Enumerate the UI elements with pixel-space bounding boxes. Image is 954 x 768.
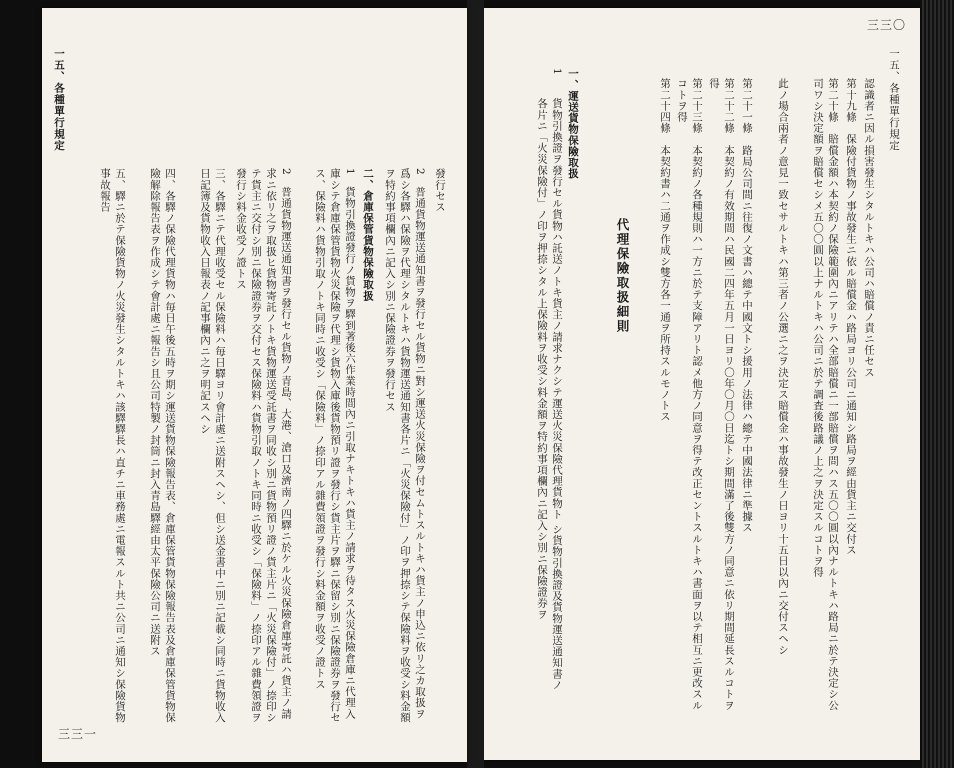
paragraph: 第二十四條 本契約書ハ二通ヲ作成シ雙方各一通ヲ所持スルモノトス	[659, 78, 671, 423]
section-title: 代理保險取扱細則	[615, 218, 630, 334]
paragraph: 第二十條 賠償金額ハ本契約ノ保險範圍內ニアリテハ全部賠償ニ一部賠償ヲ問ハス五〇〇圓以內ナルトキハ路局ニ於テ決定シ公司ワシ決定額ヲ賠償セシメ五〇〇圓以上ナルトキハ公司ニ於テ調査後路議ノ上之ヲ決定スルコトヲ得	[812, 78, 839, 711]
right-page	[484, 8, 920, 760]
paragraph: 貨物引換證ヲ發行セル貨物ハ託送ノトキ貨主ノ請求ナクシテ運送火災保險代理貨物ト シ貨物引換證及貨物運送通知書ノ各片ニ「火災保險付」ノ印ヲ押捺シタル上保險料ヲ收受シ料金額ヲ特約事項欄內ニ記入シ別ニ保險證券ヲ	[536, 98, 563, 691]
running-header: 一五、各種單行規定	[53, 48, 65, 152]
item-number: 1	[551, 68, 563, 76]
paragraph: 2 普通貨物運送通知書ヲ發行セル貨物ノ青島、大港、滄口及濟南ノ四驛ニ於ケル火災保險倉庫寄託ハ貨主ノ請求ニ依リ之ヲ取扱ヒ貨物寄託ノトキ貨物運送受託書ヲ同收シ別ニ貨物預リ證ノ貨主片ニ「火災保險付」ノ捺印シテ貨主ニ交付シ別ニ保險證券ヲ交付セス保險料ハ貨物引取ノトキ同時ニ收受シ「保險料」ノ捺印アル雜費領證ヲ發行シ料金收受ノ證トス	[235, 168, 292, 723]
left-page	[42, 8, 467, 762]
paragraph: 1 貨物引換證發行ノ貨物ヲ驛到著後六作業時間內ニ引取ナキトキハ貨主ノ請求ヲ待タス火災保險倉庫ニ代理入庫シテ倉庫保管貨物火災保險ヲ代理シ貨物入庫後貨物預リ證ヲ發行シ貨主片ヲ驛ニ保留シ別ニ保險證券ヲ發行セス、保險料ハ貨物引取ノトキ同時ニ收受シ「保險料」ノ捺印アル雜費領證ヲ發行シ料金額ヲ收受ノ證トス	[314, 168, 356, 723]
paragraph: 發行セス	[434, 168, 446, 213]
subheading: 二、倉庫保管貨物保險取扱	[362, 168, 374, 302]
paragraph: 四、各驛ノ保險代理貨物ハ毎日午後五時ヲ期シ運送貨物保險報告表、倉庫保管貨物保險報告表及倉庫保管貨物保險解除報告表ヲ作成シテ會計處ニ報告シ且公司特製ノ封筒ニ封入青島驛經由太平保險公司ニ送附ス	[149, 168, 176, 723]
paragraph: 此ノ場合兩者ノ意見一致セサルトキハ第三者ノ公選ニ之ヲ決定ス賠償金ハ事故發生ノ日ヨリ十五日以內ニ交付スヘシ	[777, 78, 789, 656]
paragraph: 第十九條 保險付貨物ノ事故發生ニ依ル賠償金ハ路局ヨリ公司ニ通知シ路局ヲ經由貨主ニ交付ス	[845, 78, 857, 556]
running-header: 一五、各種單行規定	[888, 48, 900, 152]
paragraph: 三、各驛ニテ代理收受セル保險料ハ毎日驛ヨリ會計處ニ送附スヘシ、但シ送金書中ニ別ニ記載シ同時ニ貨物收入日記簿及貨物收入日報表ノ記事欄內ニ之ヲ明記スヘシ	[199, 168, 226, 723]
subheading: 一、運送貨物保險取扱	[567, 68, 579, 179]
paragraph: 第二十二條 本契約ノ有效期間ハ民國二四年五月一日ヨリ〇年〇月〇日迄トシ期間滿了後雙方ノ同意ニ依リ期間延長スルコトヲ得	[708, 78, 735, 711]
paragraph: 五、驛ニ於テ保險貨物ノ火災發生シタルトキハ該驛驛長ハ直チニ車務處ニ電報スルト共ニ公司ニ通知シ保險貨物事故報告	[99, 168, 126, 723]
paragraph: 2 普通貨物運送通知書ヲ發行セル貨物ニ對シ運送火災保險ヲ付セムトスルトキハ貨主ノ申込ニ依リ之カ取扱ヲ爲シ各驛ハ保險ヲ代理シタルトキハ貨物運送通知書各片ニ「火災保險付」ノ印ヲ押捺シテ保險料ヲ收受シ料金額ヲ特約事項欄內ニ記入シ別ニ保險證券ヲ發行セス	[384, 168, 426, 723]
page-number: 三三一	[58, 727, 98, 741]
page-number: 三三〇	[866, 18, 906, 32]
paragraph: 認識者ニ因ル損害發生シタルトキハ公司ハ賠償ノ責ニ任セス	[863, 78, 875, 378]
paragraph: 第二十三條 本契約ノ各種規則ハ一方ニ於テ支障アリト認メ他方ノ同意ヲ得テ改正セントスルトキハ書面ヲ以テ相互ニ更改スルコトヲ得	[676, 78, 703, 711]
book-gutter	[467, 0, 484, 768]
paragraph: 第二十一條 路局公司間ニ往復ノ文書ハ總テ中國文トシ援用ノ法律ハ總テ中國法律ニ準據ス	[741, 78, 753, 534]
page-edges	[922, 0, 954, 768]
